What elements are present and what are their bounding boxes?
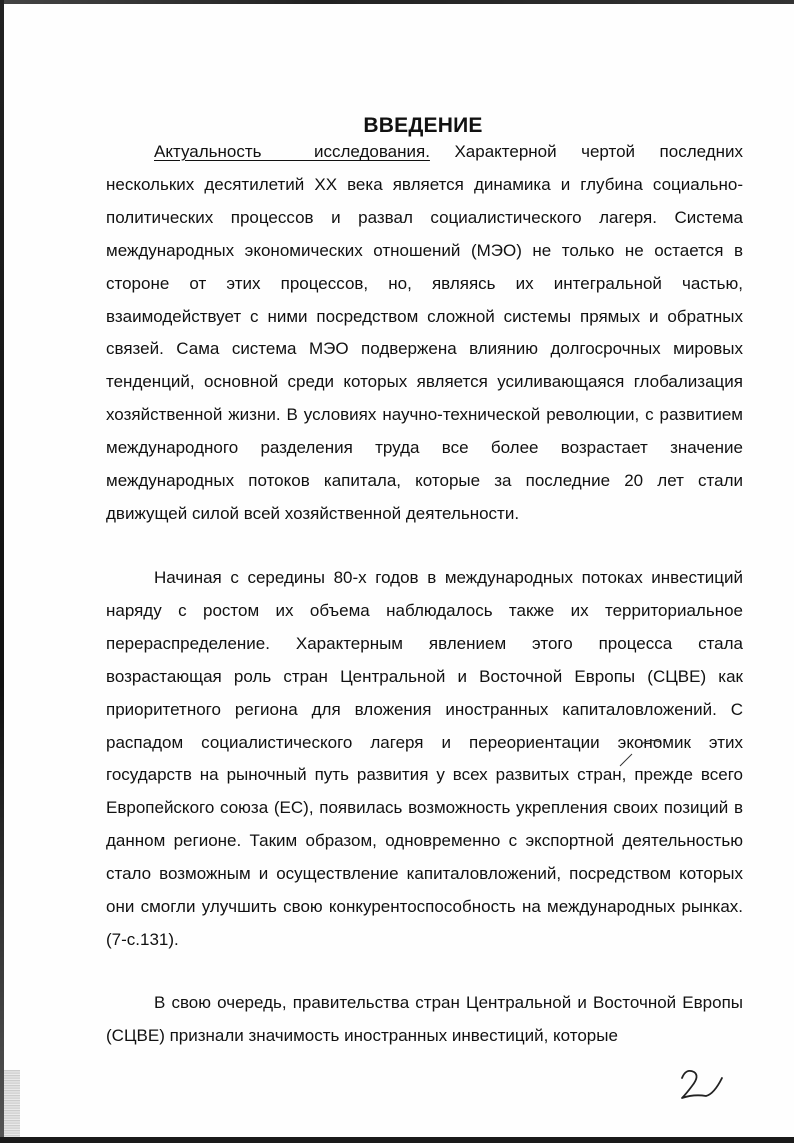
scan-edge-bottom (0, 1137, 794, 1143)
scan-edge-top (0, 0, 794, 4)
paragraph-governments: В свою очередь, правительства стран Центральной и Восточной Европы (СЦВЕ) признали значимость иностранных инвестиций, которые (106, 993, 743, 1045)
relevance-heading: Актуальность исследования. (154, 142, 430, 161)
relevance-text: Характерной чертой последних нескольких десятилетий XX века является динамика и глубина социально-политических процессов и развал социалистического лагеря. Система международных экономических отношений (МЭО) не только не остается в стороне от этих процессов, но, являясь их интегральной частью, взаимодействует с ними посредством сложной системы прямых и обратных связей. Сама система МЭО подвержена влиянию долгосрочных мировых тенденций, основной среди которых является усиливающаяся глобализация хозяйственной жизни. В условиях научно-технической революции, с развитием международного разделения труда все более возрастает значение международных потоков капитала, которые за последние 20 лет стали движущей силой всей хозяйственной деятельности. (106, 142, 744, 523)
scan-edge-noise (4, 1070, 20, 1138)
handwritten-page-number-icon (676, 1064, 726, 1104)
paragraph-relevance (106, 136, 743, 531)
page-title: ВВЕДЕНИЕ (363, 114, 483, 137)
paragraph-investment-flows: Начиная с середины 80-х годов в международных потоках инвестиций наряду с ростом их объема наблюдалось также их территориальное перераспределение. Характерным явлением этого процесса стала возрастающая роль стран Центральной и Восточной Европы (СЦВЕ) как приоритетного региона для вложения иностранных капиталовложений. С распадом социалистического лагеря и переориентации экономик этих государств на рыночный путь развития у всех развитых стран, прежде всего Европейского союза (ЕС), появилась возможность укрепления своих позиций в данном регионе. Таким образом, одновременно с экспортной деятельностью стало возможным и осуществление капиталовложений, посредством которых они смогли улучшить свою конкурентоспособность на международных рынках.(7-с.131). (106, 568, 743, 949)
scan-edge-left (0, 0, 4, 1143)
pen-mark-icon (590, 732, 680, 772)
